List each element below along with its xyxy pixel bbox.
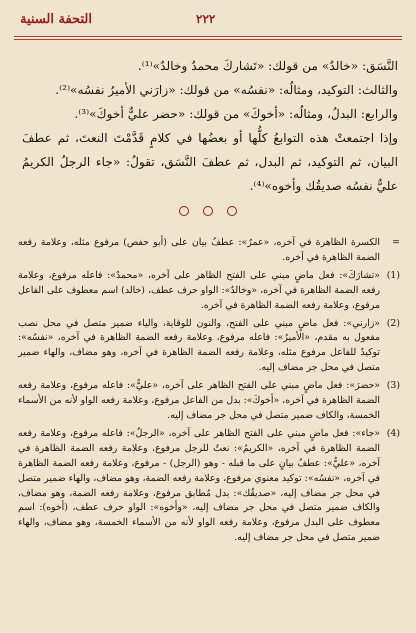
footnote-marker: = <box>392 237 400 248</box>
page-header <box>14 8 402 42</box>
section-separator <box>0 206 416 216</box>
separator-circle <box>179 206 189 216</box>
separator-circle <box>203 206 213 216</box>
footnote-text: «جاء»: فعل ماضٍ مبني على الفتح الظاهر على آخره، «الرجلُ»: فاعله مرفوع، وعلامة رفعه الضمة الظاهرة في آخره، «الكريمُ»: نعتٌ للرجل مرفوع، وعلامة رفعه الضمة الظاهرة في آخره، «عليٌّ»: عطفُ بيانٍ على ما قبله - وهو (الرجل) - مرفوع، وعلامة رفعه الضمة الظاهرة في آخره، «نفسُه»: توكيد معنوي مرفوع، وعلامة رفعه الضمة، وهو مضاف، والهاء ضمير متصل في محل جر مضاف إليه، «صديقُك»: بدل مُطابق مرفوع، وعلامة رفعه الضمة، وهو مضاف، والكاف ضمير متصل في محل جر مضاف إليه، «وأخوه»: الواو حرف عطف، (أخوه): اسم معطوف على البدل مرفوع، وعلامة رفعه الواو لأنه من الأسماء الخمسة، وهو مضاف، والهاء ضمير متصل في محل جر مضاف إليه. <box>18 427 380 544</box>
main-paragraph: والرابع: البدلُ، ومثالُه: «أخوكَ» من قولك: «حضر عليٌّ أخوكَ»⁽³⁾. <box>74 107 398 121</box>
main-paragraph: النَّسَق: «خالدٌ» من قولك: «تَشاركَ محمدٌ وخالدٌ»⁽¹⁾. <box>137 59 398 73</box>
footnote-text: «تشارَكَ»: فعل ماضٍ مبني على الفتح الظاهر على آخره، «محمدٌ»: فاعله مرفوع، وعلامة رفعه الضمة الظاهرة في آخره، «وخالدٌ»: الواو حرف عطف، (خالد) اسم معطوف على الفاعل مرفوع، وعلامة رفعه الضمة الظاهرة في آخره. <box>18 269 380 311</box>
main-text <box>22 54 398 198</box>
footnote-marker: (4) <box>386 427 400 439</box>
footnote-marker: (3) <box>386 380 400 392</box>
footnote <box>18 269 400 314</box>
main-paragraph: وإذا اجتمعتْ هذه التوابعُ كلُّها أو بعضُها في كلامٍ قَدَّمْتَ النعتَ، ثم عطفَ البيان، ثم التوكيد، ثم البدل، ثم عطفَ النَّسَق، تقولُ: «جاء الرجلُ الكريمُ عليٌّ نفسُه صديقُك وأخوه»⁽⁴⁾. <box>22 131 398 193</box>
footnote-text: الكسرة الظاهرة في آخره، «عمرٌ»: عطفُ بيان على (أبو حفص) مرفوع مثله، وعلامة رفعه الضمة الظاهرة في آخره. <box>18 237 380 263</box>
footnote-marker: (2) <box>386 317 400 329</box>
footnote <box>18 427 400 546</box>
page-number: ٢٢٢ <box>196 12 216 26</box>
footnote <box>18 236 400 266</box>
footnote-text: «زارني»: فعل ماضٍ مبني على الفتح، والنون للوقاية، والياء ضمير متصل في محل نصب مفعول به مقدم، «الأميرُ»: فاعله مرفوع، وعلامة رفعه الضمة الظاهرة في آخره، «نفسُه»: توكيدٌ للفاعل مرفوع مثله، وعلامة رفعه الضمة الظاهرة في آخره، وهو مضاف، والهاء ضمير متصل في محل جر مضاف إليه. <box>18 317 380 374</box>
footnote <box>18 317 400 377</box>
running-title: التحفة السنية <box>20 12 92 27</box>
footnote <box>18 379 400 424</box>
main-paragraph: والثالث: التوكيد، ومثالُه: «نفسُه» من قولك: «زارَني الأميرُ نفسُه»⁽²⁾. <box>55 83 398 97</box>
footnotes <box>18 236 400 549</box>
footnote-marker: (1) <box>386 269 400 281</box>
header-rule <box>14 36 402 42</box>
separator-circle <box>227 206 237 216</box>
footnote-text: «حضرَ»: فعل ماضٍ مبني على الفتح الظاهر على آخره، «عليٌّ»: فاعله مرفوع، وعلامة رفعه الضمة الظاهرة في آخره، «أخوكَ»: بدل من الفاعل مرفوع، وعلامة رفعه الواو لأنه من الأسماء الخمسة، والكاف ضمير متصل في محل جر مضاف إليه. <box>18 380 380 421</box>
